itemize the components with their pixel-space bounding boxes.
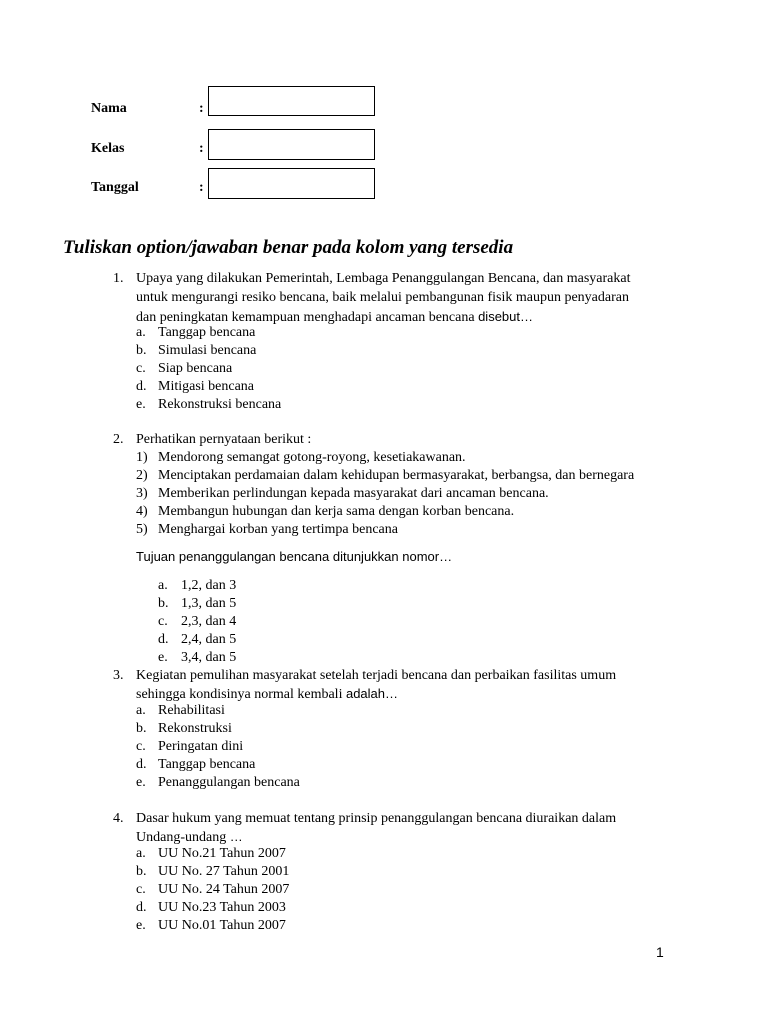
nama-label: Nama [91, 101, 127, 116]
question-number: 1. [113, 271, 124, 286]
option-text: UU No.21 Tahun 2007 [158, 846, 286, 861]
option-letter: c. [158, 614, 168, 629]
statement-number: 4) [136, 504, 148, 519]
option-text: 2,3, dan 4 [181, 614, 237, 629]
statement-text: Memberikan perlindungan kepada masyarakat dari ancaman bencana. [158, 486, 549, 501]
option-letter: a. [136, 846, 146, 861]
option-text: 2,4, dan 5 [181, 632, 237, 647]
option-letter: b. [136, 343, 147, 358]
question-text: dan peningkatan kemampuan menghadapi ancaman bencana [136, 310, 475, 325]
question-text-suffix: adalah… [345, 686, 399, 701]
option-text: Rehabilitasi [158, 703, 225, 718]
option-letter: d. [136, 757, 147, 772]
statement-number: 1) [136, 450, 148, 465]
statement-text: Menciptakan perdamaian dalam kehidupan bermasyarakat, berbangsa, dan bernegara [158, 468, 635, 483]
option-letter: e. [136, 775, 146, 790]
question-number: 3. [113, 668, 124, 683]
question-text-line: Dasar hukum yang memuat tentang prinsip penanggulangan bencana diuraikan dalam [136, 811, 617, 826]
statement-text: Mendorong semangat gotong-royong, kesetiakawanan. [158, 450, 466, 465]
option-letter: c. [136, 882, 146, 897]
question-prompt: Tujuan penanggulangan bencana ditunjukkan nomor… [136, 549, 453, 564]
question-number: 4. [113, 811, 124, 826]
option-text: Tanggap bencana [158, 757, 256, 772]
statement-number: 5) [136, 522, 148, 537]
option-letter: a. [158, 578, 168, 593]
nama-field[interactable] [208, 86, 375, 116]
option-letter: c. [136, 739, 146, 754]
question-text: Undang-undang [136, 830, 227, 845]
option-text: UU No. 24 Tahun 2007 [158, 882, 290, 897]
option-text: 1,2, dan 3 [181, 578, 237, 593]
statement-number: 3) [136, 486, 148, 501]
tanggal-colon: : [199, 180, 204, 195]
question-text-suffix: … [229, 829, 243, 844]
question-text-suffix: disebut… [478, 309, 533, 324]
kelas-field[interactable] [208, 129, 375, 160]
option-text: 1,3, dan 5 [181, 596, 237, 611]
option-letter: d. [136, 900, 147, 915]
tanggal-label: Tanggal [91, 180, 139, 195]
option-letter: d. [158, 632, 169, 647]
option-letter: a. [136, 703, 146, 718]
question-text: Perhatikan pernyataan berikut : [136, 432, 312, 447]
option-letter: a. [136, 325, 146, 340]
kelas-colon: : [199, 141, 204, 156]
tanggal-field[interactable] [208, 168, 375, 199]
option-text: UU No.01 Tahun 2007 [158, 918, 286, 933]
statement-text: Menghargai korban yang tertimpa bencana [158, 522, 398, 537]
option-text: 3,4, dan 5 [181, 650, 237, 665]
option-letter: b. [158, 596, 169, 611]
option-text: Tanggap bencana [158, 325, 256, 340]
option-text: UU No.23 Tahun 2003 [158, 900, 286, 915]
question-text-line: Upaya yang dilakukan Pemerintah, Lembaga Penanggulangan Bencana, dan masyarakat [136, 271, 631, 286]
question-text-line: untuk mengurangi resiko bencana, baik melalui pembangunan fisik maupun penyadaran [136, 290, 629, 305]
kelas-label: Kelas [91, 141, 125, 156]
question-text: sehingga kondisinya normal kembali [136, 687, 343, 702]
option-text: Mitigasi bencana [158, 379, 255, 394]
option-text: UU No. 27 Tahun 2001 [158, 864, 290, 879]
option-text: Peringatan dini [158, 739, 244, 754]
statement-number: 2) [136, 468, 148, 483]
option-text: Rekonstruksi [158, 721, 232, 736]
option-letter: b. [136, 864, 147, 879]
option-letter: e. [158, 650, 168, 665]
instruction-heading: Tuliskan option/jawaban benar pada kolom yang tersedia [63, 237, 514, 258]
option-letter: e. [136, 397, 146, 412]
option-letter: e. [136, 918, 146, 933]
option-letter: d. [136, 379, 147, 394]
option-letter: b. [136, 721, 147, 736]
statement-text: Membangun hubungan dan kerja sama dengan korban bencana. [158, 504, 515, 519]
option-letter: c. [136, 361, 146, 376]
nama-colon: : [199, 101, 204, 116]
question-text-line: Kegiatan pemulihan masyarakat setelah terjadi bencana dan perbaikan fasilitas umum [136, 668, 617, 683]
option-text: Penanggulangan bencana [158, 775, 300, 790]
question-number: 2. [113, 432, 124, 447]
option-text: Siap bencana [158, 361, 233, 376]
option-text: Simulasi bencana [158, 343, 257, 358]
option-text: Rekonstruksi bencana [158, 397, 282, 412]
page-number: 1 [656, 944, 664, 960]
